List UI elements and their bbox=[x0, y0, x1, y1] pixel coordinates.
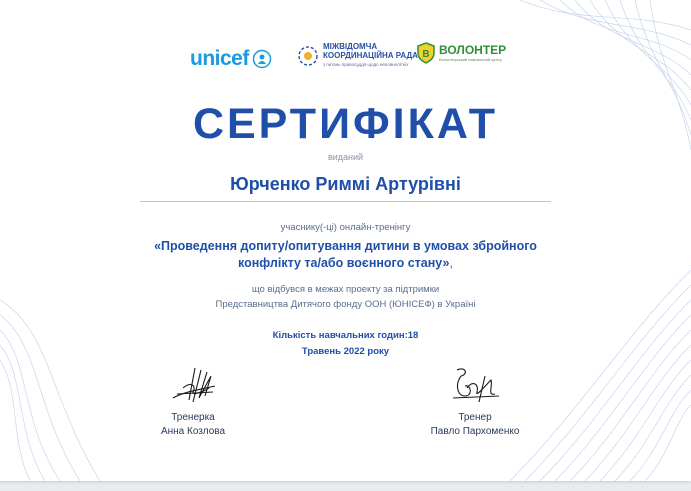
coordination-council-logo bbox=[297, 42, 418, 69]
volunteer-shield-icon bbox=[416, 42, 436, 64]
unicef-emblem-icon bbox=[252, 49, 272, 69]
project-line2: Представництва Дитячого фонду ООН (ЮНІСЕФ) в Україні bbox=[215, 299, 476, 310]
project-line1: що відбувся в межах проекту за підтримки bbox=[251, 284, 440, 295]
signature-left-name: Анна Козлова bbox=[160, 426, 226, 437]
signature-right-role: Тренер bbox=[458, 412, 492, 423]
council-line1: МІЖВІДОМЧА bbox=[323, 42, 378, 51]
issued-label: виданий bbox=[327, 152, 364, 162]
signature-left-icon bbox=[153, 362, 233, 406]
volunteer-subtitle: Волонтерський навчальний центр bbox=[439, 57, 502, 62]
training-title bbox=[150, 238, 541, 272]
svg-text:В: В bbox=[422, 49, 430, 60]
project-info bbox=[0, 282, 691, 312]
training-name: «Проведення допиту/опитування дитини в умовах збройного конфлікту та/або воєнного стану» bbox=[154, 239, 537, 270]
certificate-title: СЕРТИФІКАТ bbox=[192, 100, 499, 148]
council-line2: КООРДИНАЦІЙНА РАДА bbox=[323, 51, 418, 60]
participant-label: учаснику(-ці) онлайн-тренінгу bbox=[280, 222, 411, 233]
training-hours: Кількість навчальних годин:18 bbox=[272, 330, 419, 341]
volunteer-logo bbox=[416, 42, 506, 64]
unicef-logo bbox=[190, 47, 272, 71]
council-line3: з питань правосуддя щодо неповнолітніх bbox=[323, 62, 409, 67]
unicef-wordmark: unicef bbox=[190, 47, 249, 70]
council-emblem-icon bbox=[297, 45, 319, 67]
signature-right-name: Павло Пархоменко bbox=[430, 426, 520, 437]
signature-left bbox=[128, 362, 258, 437]
training-tail: , bbox=[449, 256, 453, 270]
volunteer-wordmark: ВОЛОНТЕР bbox=[439, 43, 507, 57]
signature-right bbox=[410, 362, 540, 437]
recipient-name: Юрченко Риммі Артурівні bbox=[230, 174, 461, 194]
name-underline bbox=[140, 201, 551, 202]
signature-right-icon bbox=[435, 362, 515, 406]
certificate-date: Травень 2022 року bbox=[301, 346, 390, 357]
signature-left-role: Тренерка bbox=[171, 412, 215, 423]
